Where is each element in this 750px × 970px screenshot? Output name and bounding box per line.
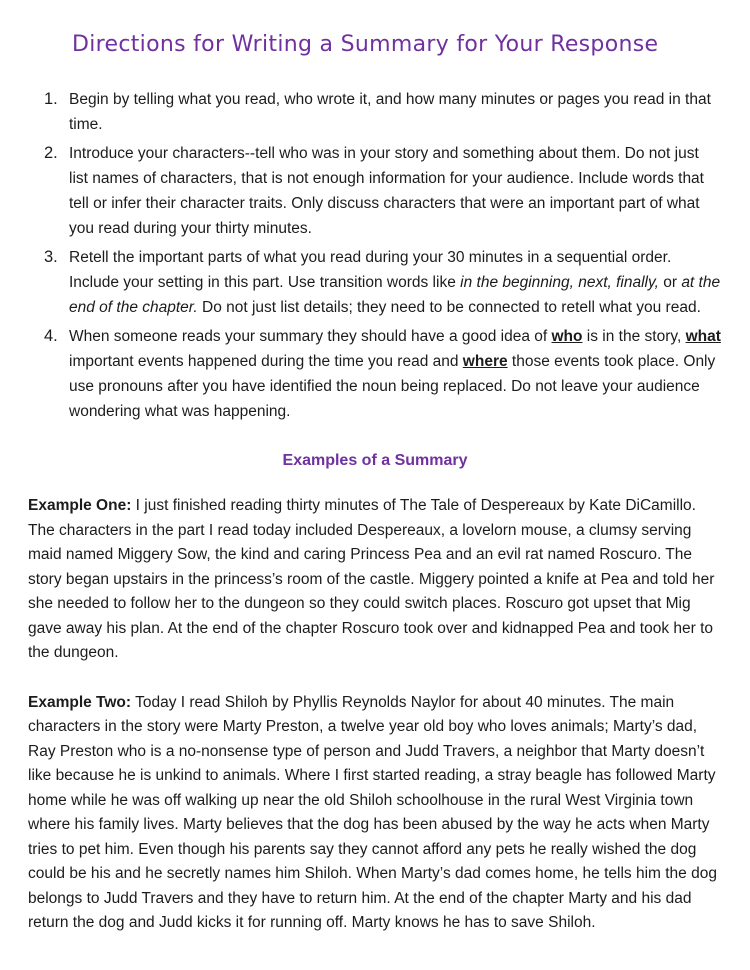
example-two-paragraph: Example Two: Today I read Shiloh by Phyllis Reynolds Naylor for about 40 minutes. The main characters in the story were Marty Preston, a twelve year old boy who loves animals; Marty’s dad, Ray Preston who is a no-nonsense type of person and Judd Travers, a neighbor that Marty doesn’t like because he is unkind to animals. Where I first started reading, a stray beagle has followed Marty home while he was off walking up near the old Shiloh schoolhouse in the rural West Virginia town where his family lives. Marty believes that the dog has been abused by the way he acts when Marty tries to pet him. Even though his parents say they cannot afford any pets he really wished the dog could be his and he secretly names him Shiloh. When Marty’s dad comes home, he tells him the dog belongs to Judd Travers and they have to return him. At the end of the chapter Marty and his dad return the dog and Judd kicks it for running off. Marty knows he has to save Shiloh. bbox=[28, 693, 717, 931]
list-item-number: 2. bbox=[44, 144, 58, 162]
list-item bbox=[44, 141, 722, 241]
list-item bbox=[44, 324, 722, 424]
list-item-text: Begin by telling what you read, who wrote it, and how many minutes or pages you read in that time. bbox=[69, 91, 711, 133]
list-item-text: Introduce your characters--tell who was in your story and something about them. Do not just list names of characters, that is not enough information for your audience. Include words that tell or infer their character traits. Only discuss characters that were an important part of what you read during your thirty minutes. bbox=[69, 145, 704, 237]
list-item-number: 1. bbox=[44, 90, 58, 108]
list-item-number: 4. bbox=[44, 327, 58, 345]
list-item-text: Retell the important parts of what you read during your 30 minutes in a sequential order. Include your setting in this part. Use transition words like in the beginning, next, finally, or at the end of the chapter. Do not just list details; they need to be connected to retell what you read. bbox=[69, 249, 721, 316]
list-item bbox=[44, 87, 722, 137]
list-item-text: When someone reads your summary they should have a good idea of who is in the story, what important events happened during the time you read and where those events took place. Only use pronouns after you have identified the noun being replaced. Do not leave your audience wondering what was happening. bbox=[69, 328, 721, 420]
page-title: Directions for Writing a Summary for Your Response bbox=[72, 32, 659, 57]
examples-heading: Examples of a Summary bbox=[282, 452, 468, 469]
directions-list bbox=[44, 87, 722, 424]
list-item bbox=[44, 245, 722, 320]
list-item-number: 3. bbox=[44, 248, 58, 266]
example-one-paragraph: Example One: I just finished reading thirty minutes of The Tale of Despereaux by Kate DiCamillo. The characters in the part I read today included Despereaux, a lovelorn mouse, a clumsy serving maid named Miggery Sow, the kind and caring Princess Pea and an evil rat named Roscuro. The story began upstairs in the princess’s room of the castle. Miggery pointed a knife at Pea and told her she needed to follow her to the dungeon so they could switch places. Roscuro got upset that Mig gave away his plan. At the end of the chapter Roscuro took over and kidnapped Pea and took her to the dungeon. bbox=[28, 497, 715, 661]
